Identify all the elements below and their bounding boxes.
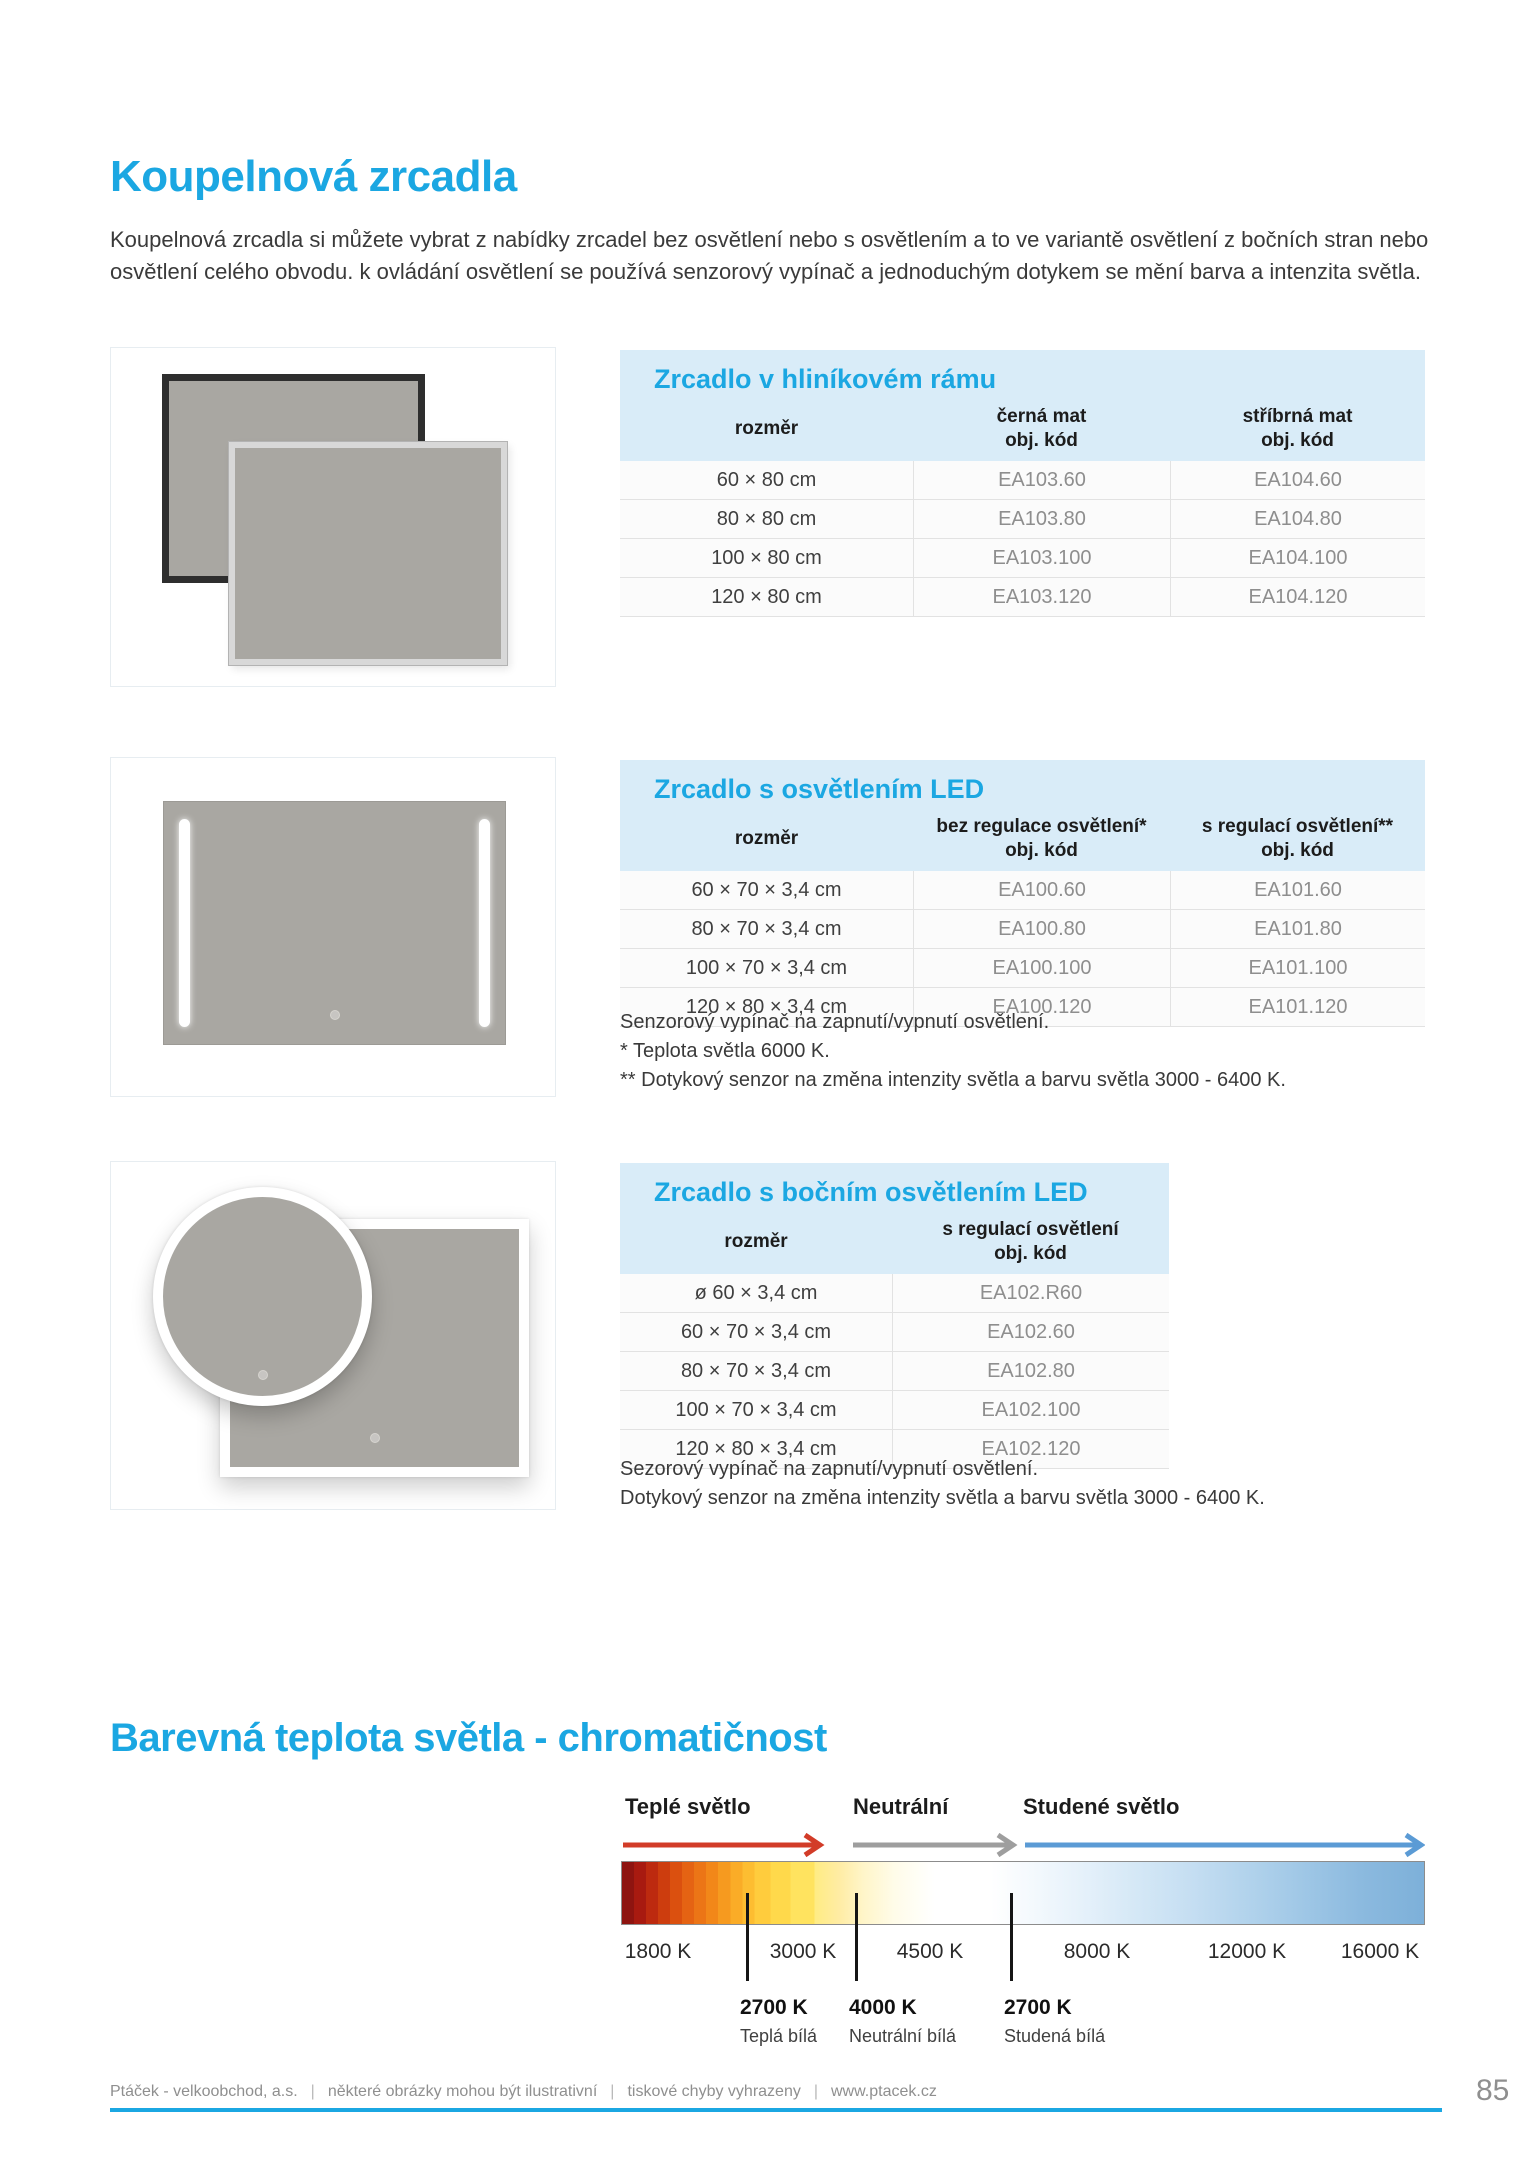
intro-paragraph: Koupelnová zrcadla si můžete vybrat z nabídky zrcadel bez osvětlení nebo s osvětlením a to ve variantě osvětlení z bočních stran nebo osvětlení celého obvodu. k ovládání osvětlení se používá senzorový vypínač a jednoduchým dotykem se mění barva a intenzita světla.: [110, 227, 1429, 284]
tick-mark: [855, 1893, 858, 1981]
header-sublabel: obj. kód: [994, 1243, 1067, 1264]
header-sublabel: obj. kód: [1261, 840, 1334, 861]
footnote: * Teplota světla 6000 K.: [620, 1040, 830, 1062]
table-row: [620, 949, 1425, 988]
footnote: Dotykový senzor na změna intenzity světla a barvu světla 3000 - 6400 K.: [620, 1487, 1265, 1509]
code-cell: EA102.100: [892, 1391, 1169, 1429]
product-image-side-lit-mirrors: [110, 1161, 556, 1510]
footer-disclaimer-images: některé obrázky mohou být ilustrativní: [327, 2083, 598, 2100]
table-body: [620, 871, 1425, 1027]
table-row: [620, 910, 1425, 949]
header-label: černá mat: [996, 406, 1087, 427]
header-label: s regulací osvětlení**: [1201, 816, 1394, 837]
table-mirror-aluminium-frame: [620, 350, 1425, 617]
code-cell: EA101.80: [1170, 910, 1425, 948]
footnote: Sezorový vypínač na zapnutí/vypnutí osvětlení.: [620, 1458, 1039, 1480]
touch-sensor-dot: [258, 1370, 268, 1380]
column-header-with-regulation: [1170, 813, 1425, 865]
header-label: stříbrná mat: [1242, 406, 1353, 427]
led-mirror: [163, 801, 506, 1045]
size-cell: 120 × 80 cm: [711, 585, 822, 608]
table-row: [620, 1352, 1169, 1391]
column-header-black-mat: [913, 403, 1170, 455]
size-cell: 120 × 80 × 3,4 cm: [675, 1437, 837, 1460]
direction-arrows: [621, 1832, 1425, 1858]
cool-light-label: Studené světlo: [1023, 1794, 1180, 1819]
header-sublabel: obj. kód: [1261, 430, 1334, 451]
tick-mark: [1010, 1893, 1013, 1981]
size-cell: 80 × 80 cm: [716, 507, 817, 530]
product-image-framed-mirrors: [110, 347, 556, 687]
footer-separator: |: [813, 2083, 818, 2100]
code-cell: EA104.80: [1170, 500, 1425, 538]
header-label: s regulací osvětlení: [942, 1219, 1119, 1240]
footer-disclaimer-errors: tiskové chyby vyhrazeny: [627, 2083, 801, 2100]
size-cell: 120 × 80 × 3,4 cm: [685, 995, 848, 1018]
table-title: Zrcadlo v hliníkovém rámu: [654, 364, 997, 394]
marker-label: Teplá bílá: [740, 2026, 818, 2046]
table-mirror-side-led: [620, 1163, 1169, 1469]
marker-label: Neutrální bílá: [849, 2026, 957, 2046]
table-row: [620, 1274, 1169, 1313]
header-label: bez regulace osvětlení*: [936, 816, 1147, 837]
code-cell: EA103.80: [913, 500, 1170, 538]
touch-sensor-dot: [330, 1010, 340, 1020]
marker-temp: 2700 K: [1004, 1996, 1072, 2019]
code-cell: EA101.100: [1170, 949, 1425, 987]
column-header-size: [620, 403, 913, 455]
size-cell: 100 × 70 × 3,4 cm: [675, 1398, 837, 1421]
neutral-arrow-icon: [853, 1835, 1013, 1855]
code-cell: EA104.60: [1170, 461, 1425, 499]
table-header: [620, 760, 1425, 871]
column-header-no-regulation: [913, 813, 1170, 865]
table-row: [620, 1313, 1169, 1352]
table-mirror-led: [620, 760, 1425, 1027]
code-cell: EA102.80: [892, 1352, 1169, 1390]
code-cell: EA104.100: [1170, 539, 1425, 577]
table-body: [620, 1274, 1169, 1469]
code-cell: EA103.100: [913, 539, 1170, 577]
footer-divider: [110, 2108, 1442, 2112]
footer-company: Ptáček - velkoobchod, a.s.: [110, 2083, 298, 2100]
page-number: 85: [1476, 2074, 1510, 2107]
table-header: [620, 1163, 1169, 1274]
scale-label: 16000 K: [1340, 1940, 1420, 1963]
size-cell: 60 × 70 × 3,4 cm: [680, 1320, 832, 1343]
code-cell: EA100.120: [913, 988, 1170, 1026]
code-cell: EA104.120: [1170, 578, 1425, 616]
footer: [110, 2083, 937, 2101]
code-cell: EA100.60: [913, 871, 1170, 909]
column-header-size: [620, 813, 913, 865]
scale-label: 8000 K: [1063, 1940, 1131, 1963]
marker-temp: 2700 K: [740, 1996, 808, 2019]
table-header: [620, 350, 1425, 461]
size-cell: ø 60 × 3,4 cm: [694, 1281, 818, 1304]
table-row: [620, 461, 1425, 500]
size-cell: 100 × 80 cm: [711, 546, 822, 569]
code-cell: EA101.120: [1170, 988, 1425, 1026]
led-strip-left: [179, 819, 190, 1027]
scale-label: 3000 K: [769, 1940, 837, 1963]
product-image-led-mirror: [110, 757, 556, 1097]
size-cell: 60 × 80 cm: [716, 468, 817, 491]
cool-arrow-icon: [1025, 1835, 1421, 1855]
footer-website-link[interactable]: www.ptacek.cz: [831, 2083, 937, 2100]
column-header-with-regulation: [892, 1216, 1169, 1268]
neutral-light-label: Neutrální: [853, 1794, 949, 1819]
table-row: [620, 539, 1425, 578]
marker-label: Studená bílá: [1004, 2026, 1106, 2046]
code-cell: EA102.120: [892, 1430, 1169, 1468]
table-title: Zrcadlo s bočním osvětlením LED: [654, 1177, 1088, 1207]
code-cell: EA102.R60: [892, 1274, 1169, 1312]
header-label: rozměr: [734, 828, 799, 849]
warm-arrow-icon: [623, 1835, 820, 1855]
footnote: ** Dotykový senzor na změna intenzity světla a barvu světla 3000 - 6400 K.: [620, 1069, 1286, 1091]
section-title-chromaticity: Barevná teplota světla - chromatičnost: [110, 1716, 827, 1760]
table-row: [620, 1391, 1169, 1430]
code-cell: EA100.100: [913, 949, 1170, 987]
table-side-led-footnotes: [620, 1455, 1265, 1513]
code-cell: EA103.60: [913, 461, 1170, 499]
footer-separator: |: [310, 2083, 315, 2100]
scale-label: 12000 K: [1207, 1940, 1287, 1963]
header-sublabel: obj. kód: [1005, 430, 1078, 451]
footnote: Senzorový vypínač na zapnutí/vypnutí osvětlení.: [620, 1011, 1050, 1033]
size-cell: 80 × 70 × 3,4 cm: [691, 917, 842, 940]
scale-label: 4500 K: [896, 1940, 964, 1963]
scale-label: 1800 K: [624, 1940, 692, 1963]
led-strip-right: [479, 819, 490, 1027]
table-title: Zrcadlo s osvětlením LED: [654, 774, 985, 804]
size-cell: 60 × 70 × 3,4 cm: [691, 878, 842, 901]
page-title: Koupelnová zrcadla: [110, 152, 517, 201]
column-header-size: [620, 1216, 892, 1268]
header-label: rozměr: [734, 418, 799, 439]
warm-light-label: Teplé světlo: [625, 1794, 751, 1819]
column-header-silver-mat: [1170, 403, 1425, 455]
table-row: [620, 500, 1425, 539]
footer-separator: |: [610, 2083, 615, 2100]
marker-temp: 4000 K: [849, 1996, 917, 2019]
code-cell: EA103.120: [913, 578, 1170, 616]
header-label: rozměr: [724, 1231, 788, 1252]
table-body: [620, 461, 1425, 617]
temperature-gradient-bar: [621, 1861, 1425, 1925]
table-led-footnotes: [620, 1008, 1286, 1095]
table-row: [620, 871, 1425, 910]
code-cell: EA101.60: [1170, 871, 1425, 909]
touch-sensor-dot: [370, 1433, 380, 1443]
code-cell: EA102.60: [892, 1313, 1169, 1351]
tick-mark: [746, 1893, 749, 1981]
size-cell: 80 × 70 × 3,4 cm: [680, 1359, 832, 1382]
table-row: [620, 578, 1425, 617]
size-cell: 100 × 70 × 3,4 cm: [685, 956, 848, 979]
chromaticity-chart: [621, 1794, 1425, 2066]
silver-framed-mirror: [229, 442, 507, 665]
round-led-mirror: [153, 1187, 372, 1406]
code-cell: EA100.80: [913, 910, 1170, 948]
header-sublabel: obj. kód: [1005, 840, 1078, 861]
